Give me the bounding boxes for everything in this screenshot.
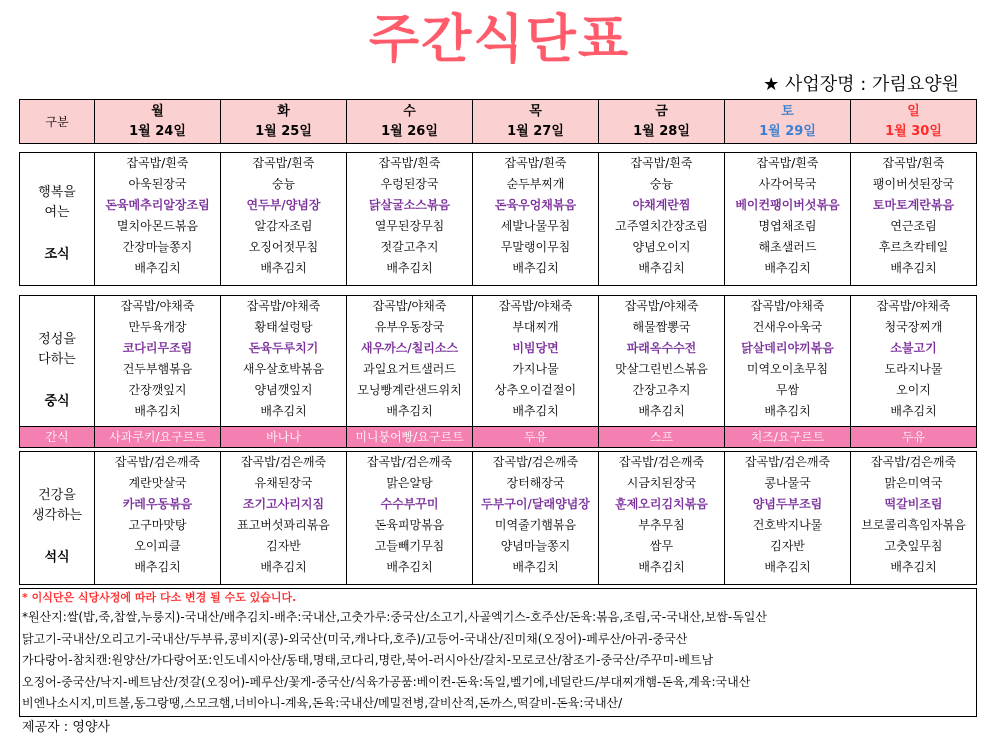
menu-item: 배추김치 [260,261,307,275]
menu-item: 양념깻잎지 [254,383,313,397]
menu-item: 연근조림 [890,219,937,233]
menu-item: 잡곡밥/야채죽 [120,299,195,313]
menu-item: 배추김치 [890,261,937,275]
breakfast-day-cell [221,153,347,286]
lunch-table [19,295,977,448]
menu-item: 간장깻잎지 [128,383,187,397]
snack-item: 사과쿠키/요구르트 [95,427,221,448]
menu-item: 잡곡밥/흰죽 [756,156,819,170]
main-dish: 새우까스/칠리소스 [360,341,459,355]
menu-item: 오징어젓무침 [248,240,319,254]
main-dish: 닭살데리야끼볶음 [741,341,834,355]
menu-item: 청국장찌개 [884,320,943,334]
dinner-day-cell [473,452,599,585]
main-dish: 훈제오리김치볶음 [615,497,708,511]
origin-line: 닭고기-국내산/오리고기-국내산/두부류,콩비지(콩)-외국산(미국,캐나다,호주)/고등어-국내산/진미채(오징어)-페루산/아귀-중국산 [22,631,688,646]
menu-item: 새우살호박볶음 [242,362,325,376]
menu-item: 해초샐러드 [758,240,817,254]
lunch-day-cell [599,296,725,427]
menu-item: 잡곡밥/흰죽 [882,156,945,170]
menu-item: 배추김치 [134,560,181,574]
menu-item: 아욱된장국 [128,177,187,191]
menu-item: 배추김치 [764,261,811,275]
main-dish: 야채계란찜 [632,198,691,212]
menu-item: 가지나물 [512,362,559,376]
menu-item: 과일요거트샐러드 [363,362,456,376]
main-dish: 소불고기 [890,341,937,355]
dinner-day-cell [599,452,725,585]
menu-item: 브로콜리흑임자볶음 [861,518,966,532]
menu-item: 잡곡밥/야채죽 [246,299,321,313]
menu-item: 모닝빵계란샌드위치 [357,383,462,397]
menu-item: 만두육개장 [128,320,187,334]
lunch-day-cell [95,296,221,427]
notes-box [19,588,977,717]
main-dish: 파래옥수수전 [626,341,697,355]
menu-item: 건호박지나물 [752,518,823,532]
menu-item: 잡곡밥/야채죽 [876,299,951,313]
company-name: ★ 사업장명 : 가림요양원 [763,74,959,95]
snack-item: 두유 [473,427,599,448]
main-dish: 돈육메추리알장조림 [105,198,210,212]
menu-item: 배추김치 [512,404,559,418]
menu-item: 콩나물국 [764,476,811,490]
lunch-day-cell [851,296,977,427]
main-dish: 조기고사리지짐 [242,497,325,511]
menu-item: 배추김치 [134,261,181,275]
breakfast-day-cell [473,153,599,286]
origin-line: 비엔나소시지,미트볼,동그랑땡,스모크햄,너비아니-계육,돈육:국내산/메밀전병,갈비산적,돈까스,떡갈비-돈육:국내산/ [22,696,623,710]
menu-item: 황태설렁탕 [254,320,313,334]
menu-item: 미역오이초무침 [746,362,829,376]
menu-item: 잡곡밥/흰죽 [504,156,567,170]
category-header: 구분 [20,100,95,144]
menu-item: 잡곡밥/야채죽 [372,299,447,313]
menu-item: 배추김치 [638,560,685,574]
dinner-table [19,451,977,585]
menu-item: 알감자조림 [254,219,313,233]
snack-row [20,427,977,448]
main-dish: 양념두부조림 [752,497,823,511]
menu-item: 맑은알탕 [386,476,433,490]
day-header: 목 1월 27일 [473,100,599,144]
main-dish: 토마토계란볶음 [872,198,955,212]
lunch-day-cell [473,296,599,427]
menu-item: 김자반 [266,539,301,553]
menu-item: 해물짬뽕국 [632,320,691,334]
menu-item: 잡곡밥/야채죽 [498,299,573,313]
menu-item: 잡곡밥/흰죽 [378,156,441,170]
menu-item: 잡곡밥/야채죽 [624,299,699,313]
menu-item: 숭늉 [271,177,296,191]
menu-item: 사각어묵국 [758,177,817,191]
menu-item: 시금치된장국 [626,476,697,490]
menu-item: 무쌈 [775,383,800,397]
dinner-day-cell [221,452,347,585]
menu-item: 상추오이겉절이 [494,383,577,397]
menu-item: 건새우아욱국 [752,320,823,334]
menu-item: 잡곡밥/검은깨죽 [618,455,705,469]
dinner-day-cell [851,452,977,585]
provider: 제공자 : 영양사 [22,720,110,735]
snack-item: 두유 [851,427,977,448]
menu-item: 배추김치 [260,560,307,574]
menu-item: 돈육피망볶음 [374,518,445,532]
menu-item: 배추김치 [638,261,685,275]
main-dish: 비빔당면 [512,341,559,355]
dinner-day-cell [347,452,473,585]
menu-item: 잡곡밥/흰죽 [630,156,693,170]
main-dish: 수수부꾸미 [380,497,439,511]
day-header: 월 1월 24일 [95,100,221,144]
snack-label: 간식 [20,427,95,448]
day-header-sunday: 일 1월 30일 [851,100,977,144]
main-dish: 두부구이/달래양념장 [481,497,590,511]
lunch-label: 정성을 다하는 중식 [20,296,95,427]
menu-item: 고춧잎무침 [884,539,943,553]
menu-item: 세발나물무침 [500,219,571,233]
menu-item: 잡곡밥/검은깨죽 [744,455,831,469]
menu-item: 김자반 [770,539,805,553]
breakfast-day-cell [599,153,725,286]
menu-item: 배추김치 [134,404,181,418]
day-header-saturday: 토 1월 29일 [725,100,851,144]
menu-item: 명엽채조림 [758,219,817,233]
main-dish: 카레우동볶음 [122,497,193,511]
snack-item: 스프 [599,427,725,448]
menu-item: 팽이버섯된장국 [872,177,955,191]
change-warning: * 이식단은 식당사정에 따라 다소 변경 될 수도 있습니다. [22,591,297,604]
menu-item: 무말랭이무침 [500,240,571,254]
menu-item: 배추김치 [764,560,811,574]
lunch-day-cell [725,296,851,427]
origin-line: *원산지:쌀(밥,죽,찹쌀,누룽지)-국내산/배추김치-배추:국내산,고춧가루:중국산/소고기,사골엑기스-호주산/돈육:볶음,조림,국-국내산,보쌈-독일산 [22,610,767,624]
dinner-label: 건강을 생각하는 석식 [20,452,95,585]
menu-item: 고주열치간장조림 [615,219,708,233]
menu-item: 우렁된장국 [380,177,439,191]
menu-item: 오이피클 [134,539,181,553]
menu-item: 맑은미역국 [884,476,943,490]
menu-item: 양념오이지 [632,240,691,254]
menu-item: 배추김치 [512,261,559,275]
main-dish: 돈육두루치기 [248,341,319,355]
page-title: 주간식단표 [368,10,631,70]
menu-item: 도라지나물 [884,362,943,376]
main-dish: 닭살굴소스볶음 [368,198,451,212]
menu-item: 배추김치 [386,404,433,418]
breakfast-day-cell [347,153,473,286]
day-header: 화 1월 25일 [221,100,347,144]
lunch-day-cell [221,296,347,427]
main-dish: 코다리무조림 [122,341,193,355]
menu-item: 배추김치 [890,560,937,574]
lunch-day-cell [347,296,473,427]
menu-item: 간장마늘쫑지 [122,240,193,254]
breakfast-label: 행복을 여는 조식 [20,153,95,286]
menu-item: 미역줄기햄볶음 [494,518,577,532]
header-table [19,99,977,144]
menu-item: 부대찌개 [512,320,559,334]
menu-item: 배추김치 [764,404,811,418]
menu-item: 배추김치 [638,404,685,418]
menu-item: 잡곡밥/검은깨죽 [492,455,579,469]
main-dish: 돈육우엉채볶음 [494,198,577,212]
snack-item: 치즈/요구르트 [725,427,851,448]
breakfast-day-cell [725,153,851,286]
menu-item: 맛살그린빈스볶음 [615,362,708,376]
origin-line: 오징어-중국산/낙지-베트남산/젓갈(오징어)-페루산/꽃게-중국산/식육가공품:베이컨-돈육:독일,벨기에,네덜란드/부대찌개햄-돈육,계육:국내산 [22,674,751,689]
menu-item: 표고버섯꽈리볶음 [237,518,330,532]
menu-item: 잡곡밥/흰죽 [126,156,189,170]
menu-item: 부추무침 [638,518,685,532]
main-dish: 베이컨팽이버섯볶음 [735,198,840,212]
menu-item: 배추김치 [386,261,433,275]
menu-item: 순두부찌개 [506,177,565,191]
snack-item: 미니붕어빵/요구르트 [347,427,473,448]
menu-item: 고구마맛탕 [128,518,187,532]
breakfast-day-cell [851,153,977,286]
day-header: 금 1월 28일 [599,100,725,144]
breakfast-table [19,152,977,286]
menu-item: 계란맛살국 [128,476,187,490]
menu-item: 장터해장국 [506,476,565,490]
dinner-day-cell [725,452,851,585]
menu-item: 오이지 [896,383,931,397]
menu-item: 쌈무 [649,539,674,553]
menu-item: 유부우동장국 [374,320,445,334]
menu-item: 양념마늘쫑지 [500,539,571,553]
snack-item: 바나나 [221,427,347,448]
day-header: 수 1월 26일 [347,100,473,144]
menu-item: 잡곡밥/검은깨죽 [870,455,957,469]
menu-item: 고들빼기무침 [374,539,445,553]
menu-item: 잡곡밥/검은깨죽 [240,455,327,469]
main-dish: 연두부/양념장 [246,198,321,212]
menu-item: 유채된장국 [254,476,313,490]
menu-item: 잡곡밥/흰죽 [252,156,315,170]
menu-item: 젓갈고추지 [380,240,439,254]
menu-item: 배추김치 [512,560,559,574]
main-dish: 떡갈비조림 [884,497,943,511]
dinner-day-cell [95,452,221,585]
menu-item: 숭늉 [649,177,674,191]
menu-item: 건두부햄볶음 [122,362,193,376]
menu-item: 배추김치 [260,404,307,418]
menu-item: 잡곡밥/야채죽 [750,299,825,313]
menu-item: 잡곡밥/검은깨죽 [114,455,201,469]
breakfast-day-cell [95,153,221,286]
menu-item: 잡곡밥/검은깨죽 [366,455,453,469]
menu-item: 열무된장무침 [374,219,445,233]
origin-line: 가다랑어-참치캔:원양산/가다랑어포:인도네시아산/동태,명태,코다리,명란,북어-러시아산/갈치-모로코산/참조기-중국산/주꾸미-베트남 [22,653,714,667]
menu-item: 멸치아몬드볶음 [116,219,199,233]
menu-item: 배추김치 [890,404,937,418]
menu-item: 간장고추지 [632,383,691,397]
menu-item: 후르츠칵테일 [878,240,949,254]
menu-item: 배추김치 [386,560,433,574]
